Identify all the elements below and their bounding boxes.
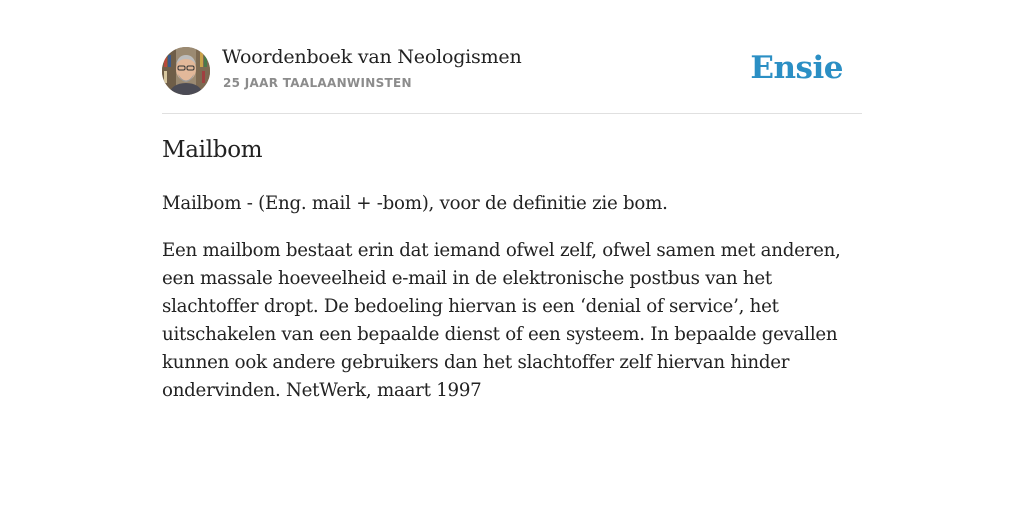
author-name[interactable]: Woordenboek van Neologismen (222, 46, 522, 68)
entry-definition-paragraph: Mailbom - (Eng. mail + -bom), voor de definitie zie bom. (162, 193, 668, 214)
author-avatar[interactable] (162, 47, 210, 95)
author-subtitle: 25 JAAR TAALAANWINSTEN (223, 76, 412, 90)
header-divider (162, 113, 862, 114)
entry-description-paragraph: Een mailbom bestaat erin dat iemand ofwel zelf, ofwel samen met anderen, een massale hoeveelheid e-mail in de elektronische postbus van het slachtoffer dropt. De bedoeling hiervan is een ‘denial of service’, het uitschakelen van een bepaalde dienst of een systeem. In bepaalde gevallen kunnen ook andere gebruikers dan het slachtoffer zelf hiervan hinder ondervinden. NetWerk, maart 1997 (162, 240, 841, 401)
entry-header (162, 46, 862, 96)
entry-title: Mailbom (162, 137, 263, 163)
ensie-logo-link[interactable]: Ensie (750, 50, 843, 86)
person-portrait-icon (162, 47, 210, 95)
